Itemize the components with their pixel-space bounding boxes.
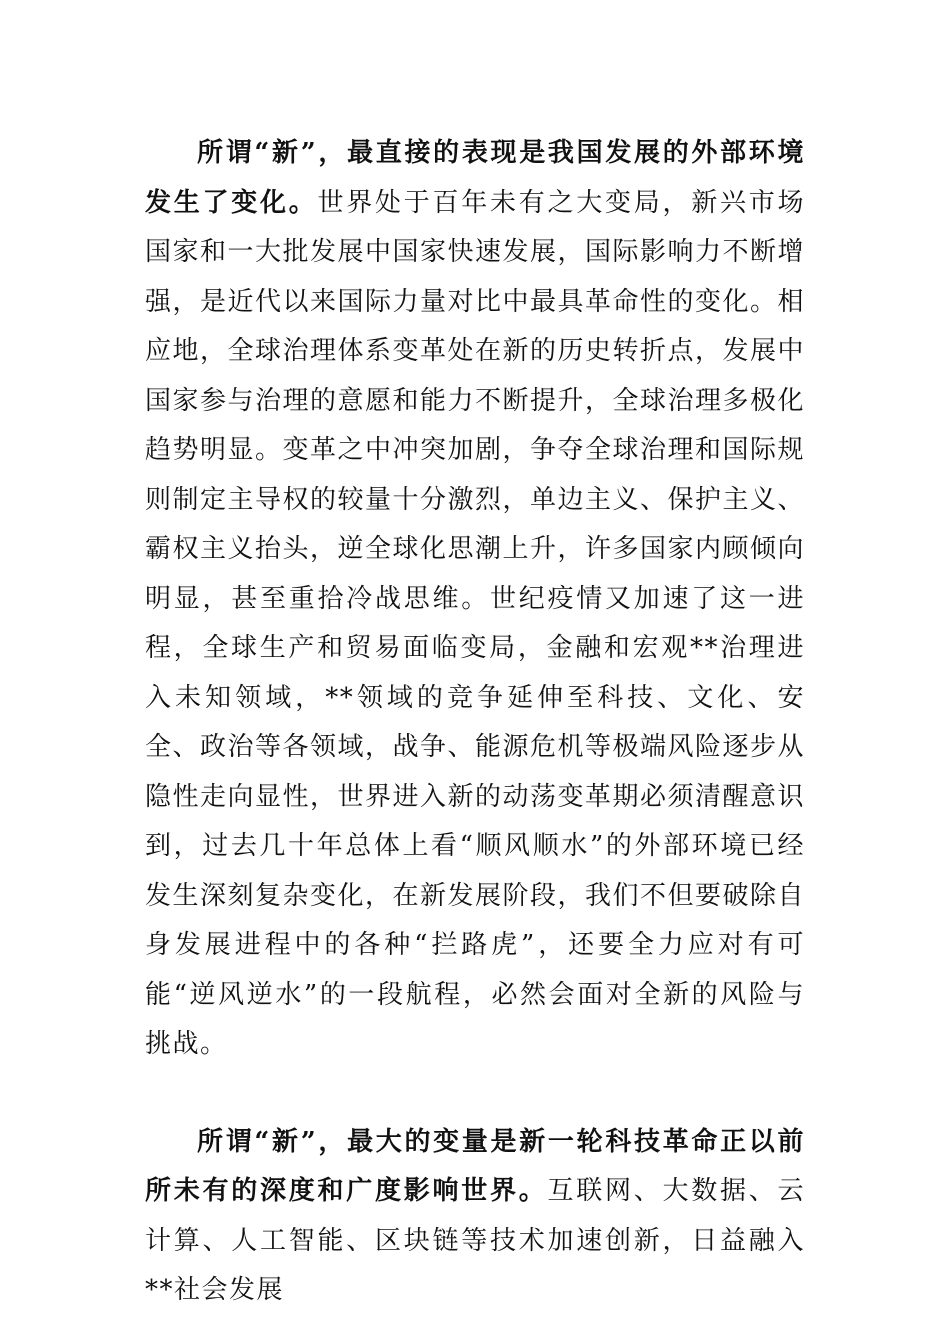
document-body [145,129,805,1316]
paragraph-tech-revolution [145,1118,805,1316]
paragraph-lead-sentence: 所谓“新”，最直接的表现是我国发展的外部环境发生了变化。 [145,138,805,218]
paragraph-lead-sentence: 所谓“新”，最大的变量是新一轮科技革命正以前所未有的深度和广度影响世界。 [145,1126,805,1206]
paragraph-body-text: 世界处于百年未有之大变局，新兴市场国家和一大批发展中国家快速发展，国际影响力不断增强，是近代以来国际力量对比中最具革命性的变化。相应地，全球治理体系变革处在新的历史转折点，发展中国家参与治理的意愿和能力不断提升，全球治理多极化趋势明显。变革之中冲突加剧，争夺全球治理和国际规则制定主导权的较量十分激烈，单边主义、保护主义、霸权主义抬头，逆全球化思潮上升，许多国家内顾倾向明显，甚至重拾冷战思维。世纪疫情又加速了这一进程，全球生产和贸易面临变局，金融和宏观**治理进入未知领域，**领域的竞争延伸至科技、文化、安全、政治等各领域，战争、能源危机等极端风险逐步从隐性走向显性，世界进入新的动荡变革期必须清醒意识到，过去几十年总体上看“顺风顺水”的外部环境已经发生深刻复杂变化，在新发展阶段，我们不但要破除自身发展进程中的各种“拦路虎”，还要全力应对有可能“逆风逆水”的一段航程，必然会面对全新的风险与挑战。 [145,187,806,1059]
paragraph-external-environment [145,129,805,1070]
paragraph-body-text: 互联网、大数据、云计算、人工智能、区块链等技术加速创新，日益融入**社会发展 [145,1176,805,1305]
